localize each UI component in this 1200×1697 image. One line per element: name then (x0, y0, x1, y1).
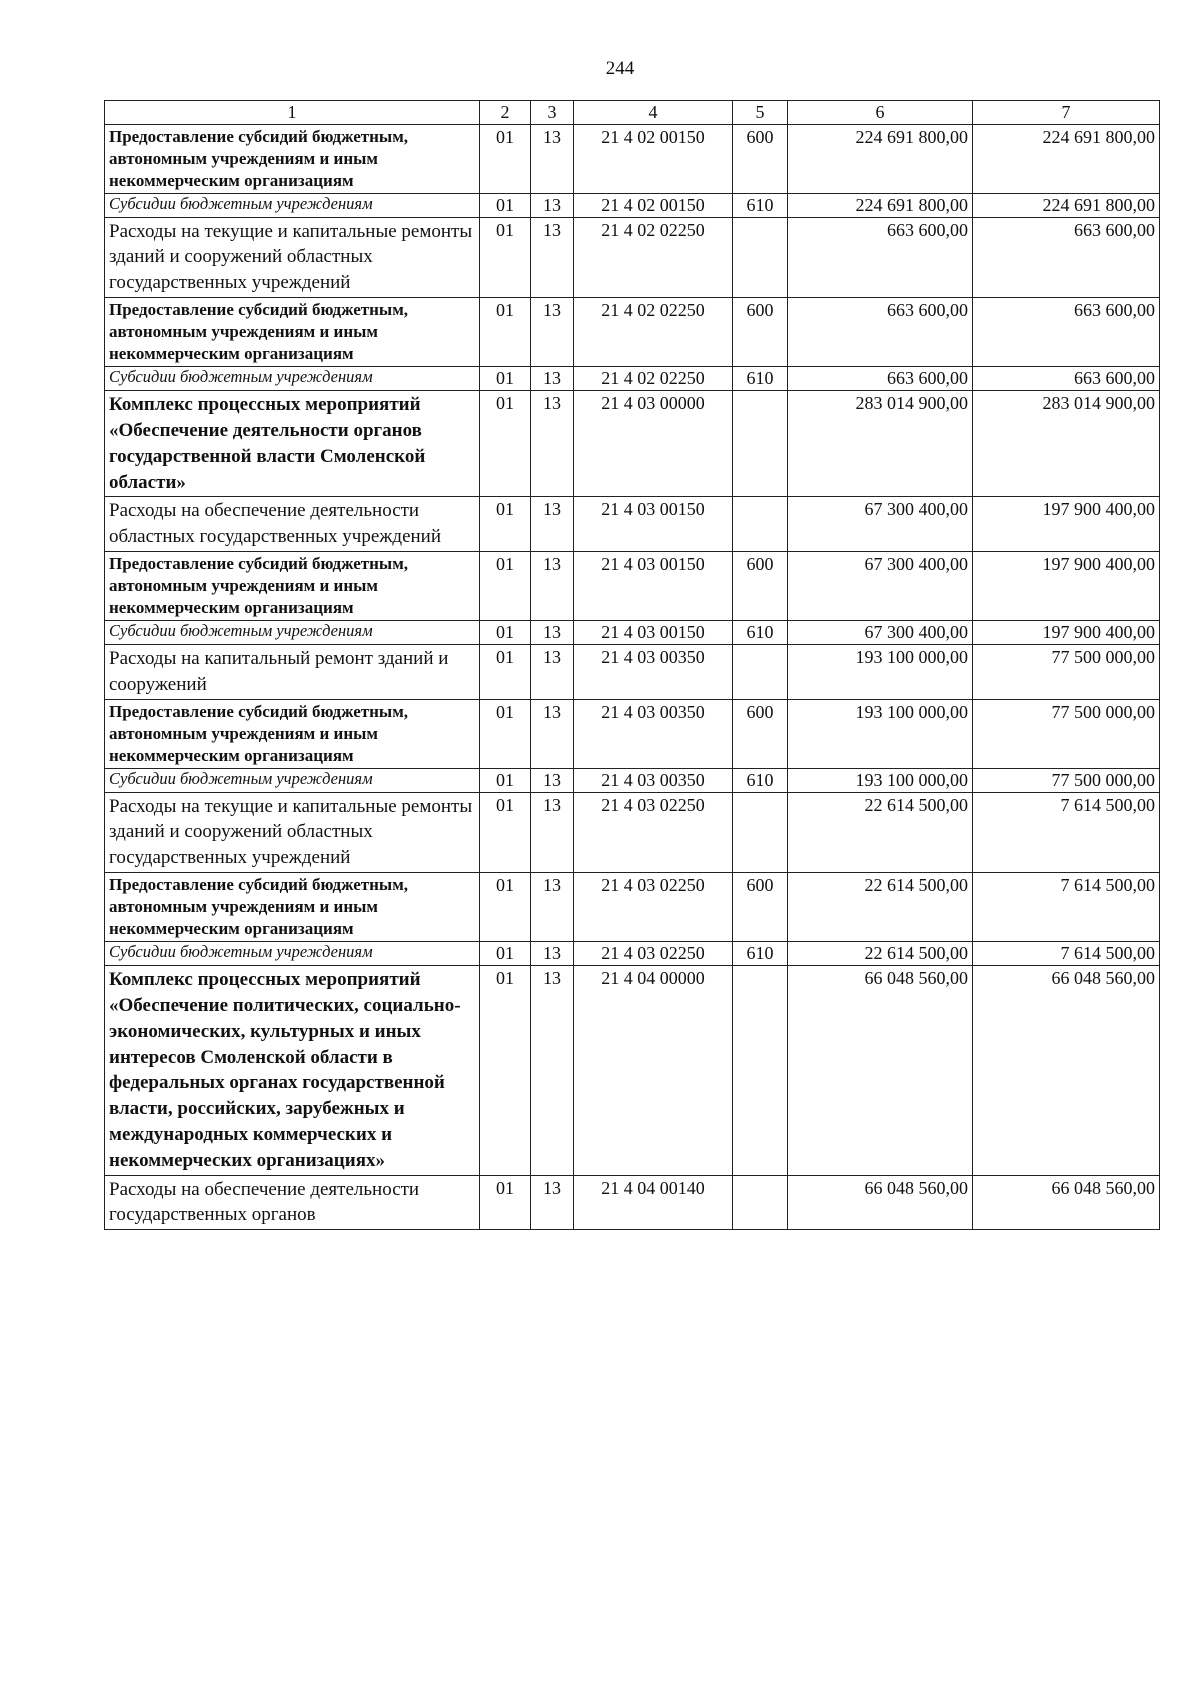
subsection-code: 13 (531, 873, 574, 942)
item-name: Субсидии бюджетным учреждениям (105, 942, 480, 966)
amount-year-2: 7 614 500,00 (973, 942, 1160, 966)
subsection-code: 13 (531, 1175, 574, 1230)
amount-year-1: 22 614 500,00 (788, 942, 973, 966)
column-header: 5 (733, 101, 788, 125)
amount-year-2: 197 900 400,00 (973, 552, 1160, 621)
target-article-code: 21 4 03 02250 (574, 942, 733, 966)
section-code: 01 (480, 367, 531, 391)
table-row (105, 552, 1160, 621)
item-name: Расходы на текущие и капитальные ремонты зданий и сооружений областных государственных учреждений (105, 792, 480, 872)
amount-year-1: 67 300 400,00 (788, 621, 973, 645)
section-code: 01 (480, 621, 531, 645)
amount-year-1: 67 300 400,00 (788, 552, 973, 621)
column-header: 6 (788, 101, 973, 125)
subsection-code: 13 (531, 391, 574, 497)
section-code: 01 (480, 497, 531, 552)
target-article-code: 21 4 03 00150 (574, 552, 733, 621)
subsection-code: 13 (531, 792, 574, 872)
section-code: 01 (480, 792, 531, 872)
page-number: 244 (605, 58, 635, 79)
amount-year-2: 663 600,00 (973, 367, 1160, 391)
subsection-code: 13 (531, 552, 574, 621)
subsection-code: 13 (531, 497, 574, 552)
target-article-code: 21 4 03 00350 (574, 768, 733, 792)
table-row (105, 873, 1160, 942)
table-row (105, 124, 1160, 193)
item-name: Расходы на обеспечение деятельности областных государственных учреждений (105, 497, 480, 552)
amount-year-1: 224 691 800,00 (788, 193, 973, 217)
target-article-code: 21 4 04 00000 (574, 966, 733, 1176)
target-article-code: 21 4 02 02250 (574, 298, 733, 367)
item-name: Расходы на обеспечение деятельности государственных органов (105, 1175, 480, 1230)
expense-type-code: 610 (733, 193, 788, 217)
amount-year-2: 7 614 500,00 (973, 792, 1160, 872)
target-article-code: 21 4 03 00150 (574, 621, 733, 645)
amount-year-2: 197 900 400,00 (973, 497, 1160, 552)
target-article-code: 21 4 03 02250 (574, 792, 733, 872)
expense-type-code (733, 1175, 788, 1230)
amount-year-2: 66 048 560,00 (973, 966, 1160, 1176)
target-article-code: 21 4 02 02250 (574, 367, 733, 391)
expense-type-code: 600 (733, 124, 788, 193)
column-header: 3 (531, 101, 574, 125)
amount-year-1: 67 300 400,00 (788, 497, 973, 552)
expense-type-code: 610 (733, 621, 788, 645)
item-name: Предоставление субсидий бюджетным, автономным учреждениям и иным некоммерческим организациям (105, 552, 480, 621)
column-header: 7 (973, 101, 1160, 125)
target-article-code: 21 4 02 02250 (574, 217, 733, 297)
item-name: Субсидии бюджетным учреждениям (105, 193, 480, 217)
expense-type-code: 600 (733, 298, 788, 367)
subsection-code: 13 (531, 124, 574, 193)
section-code: 01 (480, 193, 531, 217)
amount-year-1: 22 614 500,00 (788, 792, 973, 872)
target-article-code: 21 4 03 02250 (574, 873, 733, 942)
section-code: 01 (480, 217, 531, 297)
item-name: Предоставление субсидий бюджетным, автономным учреждениям и иным некоммерческим организациям (105, 699, 480, 768)
section-code: 01 (480, 391, 531, 497)
table-row (105, 193, 1160, 217)
table-row (105, 966, 1160, 1176)
target-article-code: 21 4 02 00150 (574, 124, 733, 193)
amount-year-2: 66 048 560,00 (973, 1175, 1160, 1230)
subsection-code: 13 (531, 193, 574, 217)
section-code: 01 (480, 966, 531, 1176)
column-number-row (105, 101, 1160, 125)
amount-year-1: 193 100 000,00 (788, 644, 973, 699)
expense-type-code: 600 (733, 699, 788, 768)
subsection-code: 13 (531, 966, 574, 1176)
table-row (105, 792, 1160, 872)
table-row (105, 217, 1160, 297)
expense-type-code (733, 391, 788, 497)
table-row (105, 298, 1160, 367)
amount-year-1: 66 048 560,00 (788, 966, 973, 1176)
expense-type-code: 600 (733, 873, 788, 942)
expense-type-code (733, 497, 788, 552)
section-code: 01 (480, 644, 531, 699)
table-row (105, 942, 1160, 966)
table-row (105, 367, 1160, 391)
amount-year-2: 77 500 000,00 (973, 768, 1160, 792)
table-row (105, 391, 1160, 497)
subsection-code: 13 (531, 942, 574, 966)
section-code: 01 (480, 942, 531, 966)
table-row (105, 621, 1160, 645)
amount-year-1: 663 600,00 (788, 298, 973, 367)
target-article-code: 21 4 03 00000 (574, 391, 733, 497)
item-name: Субсидии бюджетным учреждениям (105, 621, 480, 645)
amount-year-2: 7 614 500,00 (973, 873, 1160, 942)
amount-year-1: 663 600,00 (788, 217, 973, 297)
section-code: 01 (480, 1175, 531, 1230)
item-name: Комплекс процессных мероприятий «Обеспечение политических, социально-экономических, культурных и иных интересов Смоленской области в федеральных органах государственной власти, российских, зарубежных и международных коммерческих и некоммерческих организациях» (105, 966, 480, 1176)
subsection-code: 13 (531, 367, 574, 391)
section-code: 01 (480, 124, 531, 193)
item-name: Субсидии бюджетным учреждениям (105, 367, 480, 391)
expense-type-code: 610 (733, 942, 788, 966)
expense-type-code: 610 (733, 367, 788, 391)
amount-year-1: 283 014 900,00 (788, 391, 973, 497)
table-row (105, 1175, 1160, 1230)
target-article-code: 21 4 02 00150 (574, 193, 733, 217)
amount-year-2: 197 900 400,00 (973, 621, 1160, 645)
section-code: 01 (480, 768, 531, 792)
expense-type-code (733, 792, 788, 872)
amount-year-1: 224 691 800,00 (788, 124, 973, 193)
table-row (105, 644, 1160, 699)
table-row (105, 699, 1160, 768)
section-code: 01 (480, 873, 531, 942)
amount-year-2: 283 014 900,00 (973, 391, 1160, 497)
item-name: Расходы на текущие и капитальные ремонты зданий и сооружений областных государственных учреждений (105, 217, 480, 297)
column-header: 4 (574, 101, 733, 125)
column-header: 2 (480, 101, 531, 125)
table-row (105, 768, 1160, 792)
amount-year-1: 22 614 500,00 (788, 873, 973, 942)
amount-year-2: 663 600,00 (973, 217, 1160, 297)
item-name: Предоставление субсидий бюджетным, автономным учреждениям и иным некоммерческим организациям (105, 873, 480, 942)
subsection-code: 13 (531, 217, 574, 297)
item-name: Расходы на капитальный ремонт зданий и сооружений (105, 644, 480, 699)
expense-type-code (733, 644, 788, 699)
subsection-code: 13 (531, 298, 574, 367)
target-article-code: 21 4 04 00140 (574, 1175, 733, 1230)
expense-type-code (733, 217, 788, 297)
item-name: Субсидии бюджетным учреждениям (105, 768, 480, 792)
item-name: Комплекс процессных мероприятий «Обеспечение деятельности органов государственной власти Смоленской области» (105, 391, 480, 497)
subsection-code: 13 (531, 621, 574, 645)
target-article-code: 21 4 03 00150 (574, 497, 733, 552)
subsection-code: 13 (531, 699, 574, 768)
amount-year-2: 663 600,00 (973, 298, 1160, 367)
target-article-code: 21 4 03 00350 (574, 644, 733, 699)
amount-year-1: 193 100 000,00 (788, 768, 973, 792)
amount-year-1: 663 600,00 (788, 367, 973, 391)
subsection-code: 13 (531, 768, 574, 792)
section-code: 01 (480, 699, 531, 768)
item-name: Предоставление субсидий бюджетным, автономным учреждениям и иным некоммерческим организациям (105, 124, 480, 193)
expense-type-code: 600 (733, 552, 788, 621)
section-code: 01 (480, 298, 531, 367)
amount-year-1: 66 048 560,00 (788, 1175, 973, 1230)
amount-year-1: 193 100 000,00 (788, 699, 973, 768)
expense-type-code: 610 (733, 768, 788, 792)
amount-year-2: 224 691 800,00 (973, 193, 1160, 217)
amount-year-2: 77 500 000,00 (973, 699, 1160, 768)
table-row (105, 497, 1160, 552)
target-article-code: 21 4 03 00350 (574, 699, 733, 768)
amount-year-2: 224 691 800,00 (973, 124, 1160, 193)
subsection-code: 13 (531, 644, 574, 699)
amount-year-2: 77 500 000,00 (973, 644, 1160, 699)
column-header: 1 (105, 101, 480, 125)
expense-type-code (733, 966, 788, 1176)
budget-table (104, 100, 1160, 1230)
section-code: 01 (480, 552, 531, 621)
item-name: Предоставление субсидий бюджетным, автономным учреждениям и иным некоммерческим организациям (105, 298, 480, 367)
